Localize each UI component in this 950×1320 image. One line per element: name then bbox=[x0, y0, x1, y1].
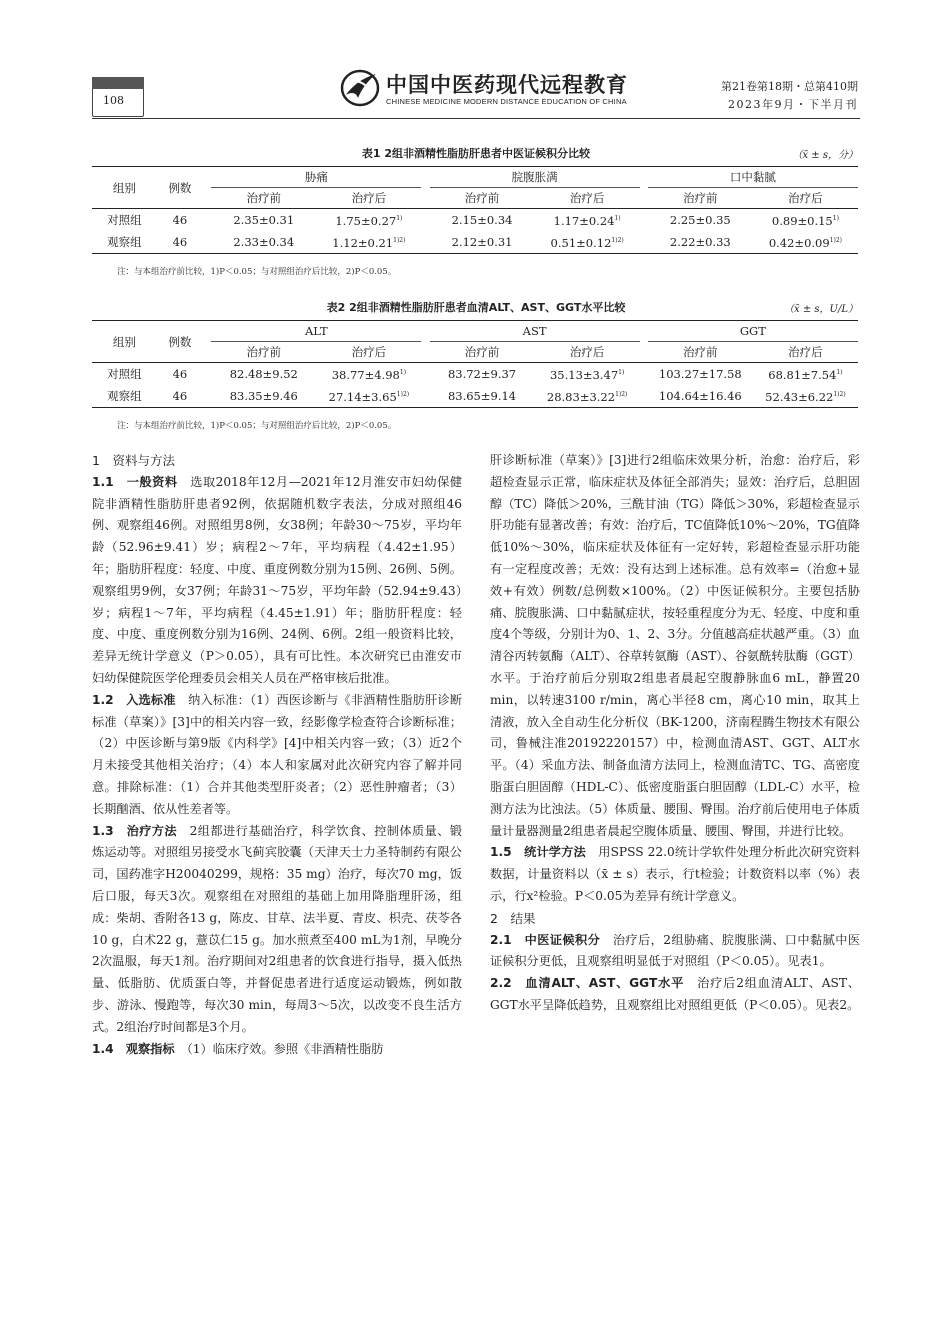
table-cell: 103.27±17.58 bbox=[658, 367, 742, 381]
table2 bbox=[92, 320, 858, 408]
paragraph: 1.3 治疗方法 2组都进行基础治疗，科学饮食、控制体质量、锻炼运动等。对照组另接受水飞蓟宾胶囊（天津天士力圣特制药有限公司，国药准字H20040299，规格：35 mg）治疗，每次70 mg，饭后口服，每天3次。观察组在对照组的基础上加用降脂理肝汤，组成：柴胡、香附各13 g，陈皮、甘草、法半夏、青皮、枳壳、茯苓各10 g，白术22 g，薏苡仁15 g。加水煎煮至400 mL为1剂，早晚分2次温服，每天1剂。治疗期间对2组患者的饮食进行指导，摄入低热量、低脂肪、优质蛋白等，并督促患者进行适度运动锻炼，例如散步、游泳、慢跑等，每次30 min，每周3～5次，以改变不良生活方式。2组治疗时间都是3个月。 bbox=[92, 823, 462, 1034]
table-cell: $1.17\pm 0.24^{1)}$ bbox=[553, 214, 621, 228]
table-cell: 观察组 bbox=[92, 231, 157, 254]
table-cell: 2.15±0.34 bbox=[451, 213, 513, 227]
table-cell: $38.77\pm 4.98^{1)}$ bbox=[331, 368, 407, 382]
left-column bbox=[92, 450, 462, 1060]
table2-header-g1: ALT bbox=[211, 321, 421, 342]
paragraph: 1.1 一般资料 选取2018年12月—2021年12月淮安市妇幼保健院非酒精性脂肪肝患者92例，依据随机数字表法，分成对照组46例、观察组46例。对照组男8例，女38例；年龄30～75岁，平均年龄（52.96±9.41）岁；病程2～7年，平均病程（4.42±1.95）年；脂肪肝程度：轻度、中度、重度例数分别为15例、26例、5例。观察组男9例，女37例；年龄31～75岁，平均年龄（52.94±9.43）岁；病程1～7年，平均病程（4.45±1.91）年；脂肪肝程度：轻度、中度、重度例数分别为16例、24例、6例。2组一般资料比较，差异无统计学意义（P＞0.05），具有可比性。本次研究已由淮安市妇幼保健院医学伦理委员会相关人员在严格审核后批准。 bbox=[92, 474, 463, 685]
table2-sub-after: 治疗后 bbox=[316, 342, 421, 363]
table2-caption: 表2 2组非酒精性脂肪肝患者血清ALT、AST、GGT水平比较 bbox=[326, 301, 626, 314]
table-cell: 对照组 bbox=[107, 213, 142, 227]
issue-volume: 第21卷第18期・总第410期 bbox=[721, 80, 858, 93]
paragraph: 1.4 观察指标 （1）临床疗效。参照《非酒精性脂肪 bbox=[92, 1041, 384, 1056]
table1-caption: 表1 2组非酒精性脂肪肝患者中医证候积分比较 bbox=[361, 147, 591, 160]
table-cell: $0.42\pm 0.09^{1)2)}$ bbox=[753, 231, 858, 254]
section-heading: 2 结果 bbox=[490, 910, 536, 926]
table1-sub-before: 治疗前 bbox=[648, 188, 753, 209]
page-number: 108 bbox=[103, 94, 124, 107]
table-cell: $52.43\pm 6.22^{1)2)}$ bbox=[753, 385, 858, 408]
table2-note: 注：与本组治疗前比较，1)P＜0.05；与对照组治疗后比较，2)P＜0.05。 bbox=[117, 421, 397, 431]
table1-sub-before: 治疗前 bbox=[430, 188, 535, 209]
table1-header-g2: 脘腹胀满 bbox=[430, 167, 640, 188]
table2-sub-before: 治疗前 bbox=[430, 342, 535, 363]
table2-unit: （x̄ ± s，U/L） bbox=[784, 304, 858, 315]
table-cell: $35.13\pm 3.47^{1)}$ bbox=[549, 368, 625, 382]
table1 bbox=[92, 166, 858, 254]
table-cell: $68.81\pm 7.54^{1)}$ bbox=[768, 368, 843, 382]
table-cell: 2.25±0.35 bbox=[669, 213, 731, 227]
table-cell: 46 bbox=[172, 213, 188, 227]
table2-header-g2: AST bbox=[430, 321, 640, 342]
table-cell: 2.12±0.31 bbox=[430, 231, 535, 254]
table1-sub-after: 治疗后 bbox=[535, 188, 640, 209]
journal-title: 中国中医药现代远程教育 bbox=[386, 73, 628, 97]
table-cell: 104.64±16.46 bbox=[648, 385, 753, 408]
table2-sub-before: 治疗前 bbox=[211, 342, 316, 363]
table-cell: 观察组 bbox=[92, 385, 157, 408]
table-cell: $28.83\pm 3.22^{1)2)}$ bbox=[535, 385, 640, 408]
table-cell: 83.72±9.37 bbox=[447, 367, 517, 381]
paragraph: 肝诊断标准（草案）》[3]进行2组临床效果分析，治愈：治疗后，彩超检查显示正常，临床症状及体征全部消失；显效：治疗后，总胆固醇（TC）降低＞20%，三酰甘油（TG）降低＞30%，彩超检查显示肝功能有显著改善；有效：治疗后，TC值降低10%～20%，TG值降低10%～30%，临床症状及体征有一定好转，彩超检查显示肝功能有一定程度改善；无效：没有达到上述标准。总有效率=（治愈+显效+有效）例数/总例数×100%。（2）中医证候积分。主要包括胁痛、脘腹胀满、口中黏腻症状，按轻重程度分为无、轻度、中度和重度4个等级，分别计为0、1、2、3分。分值越高症状越严重。（3）血清谷丙转氨酶（ALT）、谷草转氨酶（AST）、谷氨酰转肽酶（GGT）水平。于治疗前后分别取2组患者晨起空腹静脉血6 mL，静置20 min，以转速3100 r/min，离心半径8 cm，离心10 min，取其上清液，放入全自动生化分析仪（BK-1200，济南程腾生物技术有限公司，鲁械注准20192220157）中，检测血清AST、GGT、ALT水平。（4）采血方法、制备血清方法同上，检测血清TC、TG、高密度脂蛋白胆固醇（HDL-C）、低密度脂蛋白胆固醇（LDL-C）水平，检测方法为比浊法。（5）体质量、腰围、臀围。治疗前后使用电子体质量计量器测量2组患者晨起空腹体质量、腰围、臀围，并进行比较。 bbox=[490, 453, 860, 838]
table2-sub-after: 治疗后 bbox=[535, 342, 640, 363]
table1-header-g3: 口中黏腻 bbox=[648, 167, 858, 188]
table1-header-group: 组别 bbox=[92, 167, 157, 209]
table1-note: 注：与本组治疗前比较，1)P＜0.05；与对照组治疗后比较，2)P＜0.05。 bbox=[117, 267, 397, 277]
table-cell: $0.89\pm 0.15^{1)}$ bbox=[771, 214, 839, 228]
table-cell: $0.51\pm 0.12^{1)2)}$ bbox=[535, 231, 640, 254]
table1-sub-after: 治疗后 bbox=[753, 188, 858, 209]
right-column bbox=[490, 450, 860, 1017]
issue-date: 2023年9月・下半月刊 bbox=[728, 98, 858, 111]
table-cell: 46 bbox=[172, 367, 188, 381]
paragraph: 1.5 统计学方法 用SPSS 22.0统计学软件处理分析此次研究资料数据，计量资料以（x̄ ± s）表示，行t检验；计数资料以率（%）表示，行x²检验。P＜0.05为差异有统计学意义。 bbox=[490, 845, 861, 903]
table-cell: 83.65±9.14 bbox=[430, 385, 535, 408]
table-cell: 83.35±9.46 bbox=[211, 385, 316, 408]
table1-sub-before: 治疗前 bbox=[211, 188, 316, 209]
table-row bbox=[92, 231, 858, 254]
table-cell: $27.14\pm 3.65^{1)2)}$ bbox=[316, 385, 421, 408]
table-cell: $1.75\pm 0.27^{1)}$ bbox=[335, 214, 403, 228]
table-cell: 46 bbox=[157, 231, 203, 254]
table1-header-n: 例数 bbox=[157, 167, 203, 209]
table1-sub-after: 治疗后 bbox=[316, 188, 421, 209]
table-cell: 2.33±0.34 bbox=[211, 231, 316, 254]
table-row bbox=[92, 363, 858, 386]
paragraph: 1.2 入选标准 纳入标准：（1）西医诊断与《非酒精性脂肪肝诊断标准（草案）》[3]中的相关内容一致，经影像学检查符合诊断标准；（2）中医诊断与第9版《内科学》[4]中相关内容一致；（3）近2个月未接受其他相关治疗；（4）本人和家属对此次研究内容了解并同意。排除标准：（1）合并其他类型肝炎者；（2）恶性肿瘤者；（3）长期酗酒、依从性差者等。 bbox=[92, 692, 463, 816]
paragraph: 2.1 中医证候积分 治疗后，2组胁痛、脘腹胀满、口中黏腻中医证候积分更低，且观察组明显低于对照组（P＜0.05）。见表1。 bbox=[490, 932, 861, 969]
table-cell: 2.22±0.33 bbox=[648, 231, 753, 254]
table-cell: $1.12\pm 0.21^{1)2)}$ bbox=[316, 231, 421, 254]
journal-logo-icon bbox=[338, 68, 382, 108]
table-cell: 2.35±0.31 bbox=[233, 213, 295, 227]
table-cell: 46 bbox=[157, 385, 203, 408]
header-rule bbox=[92, 118, 860, 119]
section-heading: 1 资料与方法 bbox=[92, 453, 175, 468]
table-row bbox=[92, 385, 858, 408]
table2-header-n: 例数 bbox=[157, 321, 203, 363]
table2-sub-before: 治疗前 bbox=[648, 342, 753, 363]
paragraph: 2.2 血清ALT、AST、GGT水平 治疗后2组血清ALT、AST、GGT水平呈降低趋势，且观察组比对照组更低（P＜0.05）。见表2。 bbox=[490, 976, 860, 1012]
journal-subtitle: CHINESE MEDICINE MODERN DISTANCE EDUCATION OF CHINA bbox=[386, 97, 627, 106]
table2-header-g3: GGT bbox=[648, 321, 858, 342]
table2-header-group: 组别 bbox=[92, 321, 157, 363]
table-cell: 对照组 bbox=[107, 367, 142, 381]
table1-header-g1: 胁痛 bbox=[211, 167, 421, 188]
table1-unit: （x̄ ± s，分） bbox=[792, 150, 858, 161]
table2-sub-after: 治疗后 bbox=[753, 342, 858, 363]
table-row bbox=[92, 209, 858, 232]
table-cell: 82.48±9.52 bbox=[229, 367, 298, 381]
